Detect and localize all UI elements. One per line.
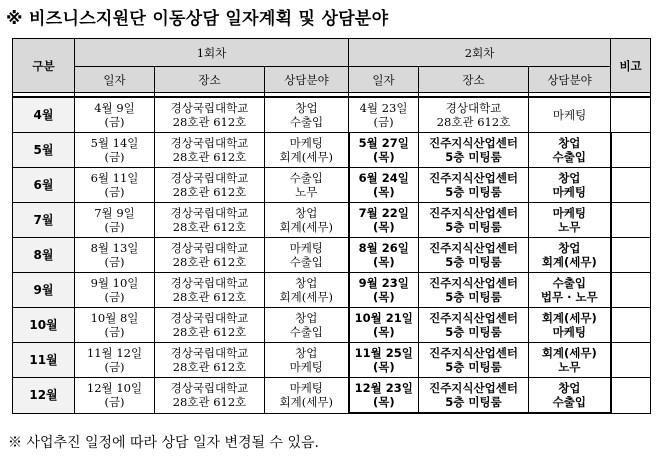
round2-field-cell	[529, 378, 611, 414]
round1-place-cell	[155, 203, 265, 238]
cell-line: 8월 13일	[90, 241, 139, 255]
round1-field-cell	[265, 97, 349, 133]
cell-line: 경상국립대학교	[170, 241, 249, 255]
round2-field-cell	[529, 343, 611, 378]
month-cell	[13, 168, 75, 203]
month-cell	[13, 238, 75, 273]
cell-line: 창업	[558, 241, 581, 255]
cell-line: 5층 미팅룸	[445, 360, 502, 374]
cell-line: 마케팅	[552, 108, 587, 122]
cell-line: 회계(세무)	[279, 150, 333, 164]
cell-line: (금)	[104, 325, 125, 339]
footnote: ※ 사업추진 일정에 따라 상담 일자 변경될 수 있음.	[8, 435, 320, 451]
cell-line: 진주지식산업센터	[429, 276, 518, 290]
header-date-2: 일자	[349, 67, 419, 93]
header-round1: 1회차	[75, 39, 349, 67]
cell-line: 경상국립대학교	[170, 101, 249, 115]
cell-line: 마케팅	[552, 185, 586, 199]
cell-line: 11월 25일	[354, 346, 413, 360]
round2-place-cell	[419, 378, 529, 414]
month-cell	[13, 308, 75, 343]
cell-line: 28호관 612호	[172, 185, 247, 199]
schedule-table	[12, 38, 651, 414]
table-row	[13, 203, 651, 238]
cell-line: 창업	[295, 101, 318, 115]
cell-line: 진주지식산업센터	[429, 311, 518, 325]
month-cell	[13, 97, 75, 133]
round1-field-cell	[265, 203, 349, 238]
cell-line: 12월	[29, 388, 58, 403]
cell-line: 5층 미팅룸	[445, 150, 502, 164]
remark-cell	[611, 97, 651, 133]
cell-line: (목)	[372, 395, 395, 409]
header-remark: 비고	[611, 39, 651, 93]
round2-field-cell	[529, 308, 611, 343]
cell-line: 창업	[558, 136, 581, 150]
cell-line: 7월 9일	[94, 206, 135, 220]
cell-line: (목)	[372, 220, 395, 234]
round2-date-cell	[349, 133, 419, 168]
document-title: ※ 비즈니스지원단 이동상담 일자계획 및 상담분야	[6, 9, 389, 29]
cell-line: 4월 23일	[359, 101, 408, 115]
table-row	[13, 273, 651, 308]
cell-line: 10월 8일	[90, 311, 139, 325]
month-cell	[13, 203, 75, 238]
cell-line: (금)	[104, 220, 125, 234]
cell-line: (목)	[372, 150, 395, 164]
header-month: 구분	[13, 39, 75, 93]
header-round2: 2회차	[349, 39, 611, 67]
cell-line: 10월 21일	[354, 311, 413, 325]
cell-line: 진주지식산업센터	[429, 241, 518, 255]
cell-line: 마케팅	[289, 136, 323, 150]
table-row	[13, 378, 651, 414]
cell-line: 28호관 612호	[172, 255, 247, 269]
round2-field-cell	[529, 168, 611, 203]
cell-line: 경상국립대학교	[170, 276, 249, 290]
cell-line: 창업	[295, 206, 318, 220]
cell-line: 회계(세무)	[541, 255, 597, 269]
round1-date-cell	[75, 308, 155, 343]
cell-line: (금)	[104, 115, 125, 129]
cell-line: 경상대학교	[445, 101, 502, 115]
cell-line: 진주지식산업센터	[429, 346, 518, 360]
round1-date-cell	[75, 97, 155, 133]
round2-date-cell	[349, 238, 419, 273]
table-row	[13, 308, 651, 343]
cell-line: 노무	[558, 220, 581, 234]
header-date-1: 일자	[75, 67, 155, 93]
cell-line: (목)	[372, 255, 395, 269]
round1-field-cell	[265, 133, 349, 168]
round1-date-cell	[75, 133, 155, 168]
round2-date-cell	[349, 343, 419, 378]
table-row	[13, 238, 651, 273]
cell-line: 6월 24일	[358, 171, 409, 185]
cell-line: 진주지식산업센터	[429, 206, 518, 220]
cell-line: 마케팅	[289, 241, 323, 255]
cell-line: 수출입	[289, 171, 323, 185]
cell-line: 9월	[33, 283, 54, 297]
round1-place-cell	[155, 168, 265, 203]
cell-line: 창업	[295, 276, 318, 290]
cell-line: (금)	[373, 115, 394, 129]
cell-line: 12월 10일	[86, 381, 143, 396]
cell-line: 11월 12일	[86, 346, 143, 360]
round2-date-cell	[349, 203, 419, 238]
cell-line: (금)	[104, 255, 125, 269]
cell-line: 회계(세무)	[541, 346, 597, 360]
cell-line: 회계(세무)	[279, 290, 333, 304]
round2-date-cell	[349, 308, 419, 343]
cell-line: 노무	[558, 360, 581, 374]
cell-line: 창업	[295, 311, 318, 325]
cell-line: 10월	[29, 318, 58, 332]
cell-line: 28호관 612호	[172, 395, 247, 410]
cell-line: 수출입	[289, 255, 323, 269]
cell-line: 5월 14일	[90, 136, 139, 150]
round2-place-cell	[419, 168, 529, 203]
cell-line: (금)	[104, 150, 125, 164]
cell-line: 수출입	[552, 276, 586, 290]
table-row	[13, 168, 651, 203]
cell-line: 마케팅	[289, 360, 323, 374]
cell-line: 마케팅	[552, 325, 586, 339]
cell-line: 5층 미팅룸	[445, 290, 502, 304]
cell-line: 5층 미팅룸	[445, 255, 502, 269]
cell-line: 경상국립대학교	[170, 136, 249, 150]
round2-field-cell	[529, 133, 611, 168]
cell-line: 5월	[33, 143, 54, 157]
cell-line: 7월 22일	[358, 206, 409, 220]
cell-line: (목)	[372, 185, 395, 199]
cell-line: 수출입	[289, 115, 324, 129]
round1-field-cell	[265, 238, 349, 273]
month-cell	[13, 273, 75, 308]
cell-line: 5층 미팅룸	[445, 220, 502, 234]
cell-line: 노무	[295, 185, 318, 199]
cell-line: (금)	[104, 360, 125, 374]
table-row	[13, 133, 651, 168]
header-place-2: 장소	[419, 67, 529, 93]
cell-line: 5층 미팅룸	[445, 395, 502, 409]
cell-line: 회계(세무)	[279, 220, 333, 234]
cell-line: 수출입	[552, 395, 586, 409]
table-row	[13, 343, 651, 378]
round1-place-cell	[155, 238, 265, 273]
round1-date-cell	[75, 238, 155, 273]
round2-date-cell	[349, 273, 419, 308]
cell-line: 수출입	[289, 325, 323, 339]
cell-line: 28호관 612호	[172, 325, 247, 339]
remark-cell	[611, 308, 651, 343]
cell-line: 28호관 612호	[172, 360, 247, 374]
cell-line: 수출입	[552, 150, 586, 164]
cell-line: 마케팅	[289, 381, 323, 396]
cell-line: (목)	[372, 325, 395, 339]
round1-place-cell	[155, 97, 265, 133]
round1-field-cell	[265, 308, 349, 343]
round2-date-cell	[349, 97, 419, 133]
cell-line: 회계(세무)	[279, 395, 333, 410]
cell-line: 진주지식산업센터	[429, 171, 518, 185]
round1-date-cell	[75, 203, 155, 238]
cell-line: 28호관 612호	[172, 290, 247, 304]
cell-line: (목)	[372, 290, 395, 304]
cell-line: 경상국립대학교	[170, 206, 249, 220]
cell-line: (금)	[104, 395, 125, 410]
cell-line: 경상국립대학교	[170, 346, 249, 360]
cell-line: (금)	[104, 290, 125, 304]
month-cell	[13, 378, 75, 414]
round2-field-cell	[529, 203, 611, 238]
round2-date-cell	[349, 378, 419, 414]
month-cell	[13, 133, 75, 168]
round2-field-cell	[529, 97, 611, 133]
cell-line: 8월 26일	[358, 241, 409, 255]
cell-line: 5월 27일	[358, 136, 409, 150]
cell-line: 11월	[29, 353, 58, 367]
cell-line: 진주지식산업센터	[429, 136, 518, 150]
round2-place-cell	[419, 273, 529, 308]
cell-line: 창업	[558, 381, 581, 395]
cell-line: 법무 · 노무	[540, 290, 598, 304]
cell-line: (목)	[372, 360, 395, 374]
cell-line: 4월 9일	[94, 101, 135, 115]
round1-date-cell	[75, 168, 155, 203]
round2-place-cell	[419, 97, 529, 133]
cell-line: 회계(세무)	[541, 311, 597, 325]
round1-place-cell	[155, 378, 265, 414]
round1-place-cell	[155, 308, 265, 343]
remark-cell	[611, 378, 651, 414]
cell-line: 창업	[295, 346, 318, 360]
cell-line: 9월 23일	[358, 276, 409, 290]
round1-date-cell	[75, 343, 155, 378]
cell-line: 5층 미팅룸	[445, 325, 502, 339]
round2-place-cell	[419, 308, 529, 343]
cell-line: 경상국립대학교	[170, 311, 249, 325]
header-field-1: 상담분야	[265, 67, 349, 93]
cell-line: 창업	[558, 171, 581, 185]
remark-cell	[611, 133, 651, 168]
round2-place-cell	[419, 203, 529, 238]
cell-line: 6월 11일	[90, 171, 139, 185]
round1-place-cell	[155, 273, 265, 308]
remark-cell	[611, 168, 651, 203]
cell-line: 28호관 612호	[436, 115, 511, 129]
cell-line: 4월	[33, 108, 54, 122]
cell-line: 7월	[33, 213, 54, 227]
round2-field-cell	[529, 273, 611, 308]
header-field-2: 상담분야	[529, 67, 611, 93]
table-row	[13, 97, 651, 133]
round1-place-cell	[155, 343, 265, 378]
round2-place-cell	[419, 343, 529, 378]
round2-date-cell	[349, 168, 419, 203]
round1-field-cell	[265, 343, 349, 378]
month-cell	[13, 343, 75, 378]
round2-field-cell	[529, 238, 611, 273]
remark-cell	[611, 273, 651, 308]
cell-line: 마케팅	[552, 206, 586, 220]
cell-line: 진주지식산업센터	[429, 381, 518, 395]
round1-field-cell	[265, 273, 349, 308]
cell-line: 6월	[33, 178, 54, 192]
header-place-1: 장소	[155, 67, 265, 93]
round2-place-cell	[419, 133, 529, 168]
cell-line: 12월 23일	[354, 381, 413, 395]
cell-line: 9월 10일	[90, 276, 139, 290]
round1-date-cell	[75, 273, 155, 308]
cell-line: 28호관 612호	[172, 220, 247, 234]
cell-line: 28호관 612호	[172, 150, 247, 164]
remark-cell	[611, 238, 651, 273]
cell-line: 경상국립대학교	[170, 171, 249, 185]
remark-cell	[611, 203, 651, 238]
cell-line: 28호관 612호	[172, 115, 247, 129]
cell-line: 5층 미팅룸	[445, 185, 502, 199]
cell-line: (금)	[104, 185, 125, 199]
cell-line: 8월	[33, 248, 54, 262]
round1-place-cell	[155, 133, 265, 168]
remark-cell	[611, 343, 651, 378]
cell-line: 경상국립대학교	[170, 381, 249, 396]
round1-field-cell	[265, 168, 349, 203]
round1-date-cell	[75, 378, 155, 414]
round2-place-cell	[419, 238, 529, 273]
round1-field-cell	[265, 378, 349, 414]
